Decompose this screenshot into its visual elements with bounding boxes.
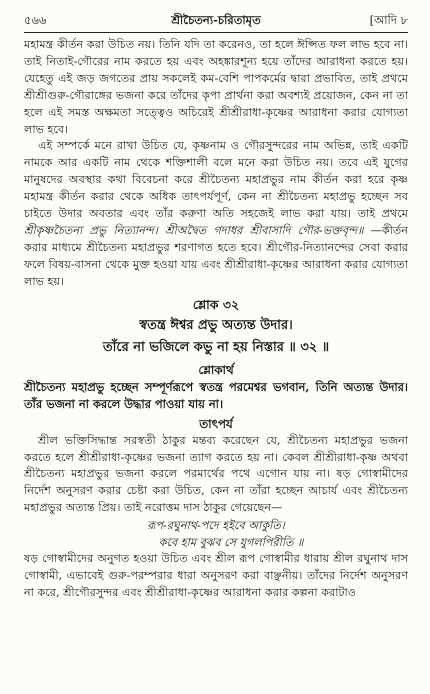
chapter-reference: [আদি ৮ <box>369 13 408 27</box>
running-title: শ্রীচৈতন্য-চরিতামৃত <box>171 13 261 27</box>
song-quote-line: রূপ-রঘুনাথ-পদে হইবে আকুতি। <box>147 519 285 533</box>
header-rule <box>24 32 408 33</box>
body-paragraph <box>24 138 408 290</box>
verse-line: তাঁরে না ভজিলে কভু না হয় নিস্তার ॥ ৩২ ॥ <box>102 339 330 355</box>
page-header <box>24 10 408 32</box>
purport-heading: তাৎপর্য <box>199 416 233 431</box>
purport-paragraph: শ্রীল ভক্তিসিদ্ধান্ত সরস্বতী ঠাকুর মন্তব্য করেছেন যে, শ্রীচৈতন্য মহাপ্রভুর ভজনা করতে হলে শ্রীশ্রীরাধা-কৃষ্ণের ভজনা ত্যাগ করতে হয় না। কেবল শ্রীশ্রীরাধা-কৃষ্ণ অথবা শ্রীচৈতন্য মহাপ্রভুর ভজনা করলে পরমার্থের পথে এগোন যায় না। ষড় গোস্বামীদের নির্দেশ অনুসরণ করার চেষ্টা করা উচিত, কেন না তাঁরা হচ্ছেন আচার্য এবং শ্রীচৈতন্য মহাপ্রভুর অত্যন্ত প্রিয়। তাই নরোত্তম দাস ঠাকুর গেয়েছেন— <box>24 433 408 515</box>
paragraph-text: —কীর্তন করার মাধ্যমে শ্রীচৈতন্য মহাপ্রভুর শরণাগত হতে হবে। শ্রীগৌর-নিত্যানন্দের সেবা করার ফলে বিষয়-বাসনা থেকে মুক্ত হওয়া যায় এবং শ্রীশ্রীরাধা-কৃষ্ণের আরাধনা করার যোগ্যতা লাভ হয়। <box>24 223 408 288</box>
song-quote-line: কবে হাম বুঝব সে যুগলপিরীতি ॥ <box>158 536 304 550</box>
translation-heading: শ্লোকার্থ <box>198 362 234 377</box>
italic-chant: শ্রীকৃষ্ণচৈতন্য প্রভু নিত্যানন্দ। শ্রীঅদ্বৈত গদাধর শ্রীবাসাদি গৌর-ভক্তবৃন্দ॥ <box>24 223 364 237</box>
translation-text: শ্রীচৈতন্য মহাপ্রভু হচ্ছেন সম্পূর্ণরূপে স্বতন্ত্র পরমেশ্বর ভগবান, তিনি অত্যন্ত উদার। তাঁর ভজনা না করলে উদ্ধার পাওয়া যায় না। <box>24 379 408 411</box>
purport-paragraph: ষড় গোস্বামীদের অনুগত হওয়া উচিত এবং শ্রীল রূপ গোস্বামীর ধারায় শ্রীল রঘুনাথ দাস গোস্বামী, এভাবেই গুরু-পরম্পরার ধারা অনুসরণ করা বাঞ্ছনীয়। তাঁদের নির্দেশ অনুসরণ না করে, শ্রীগৌরসুন্দর এবং শ্রীশ্রীরাধা-কৃষ্ণের আরাধনা করার কল্পনা করাটাও <box>24 552 408 599</box>
paragraph-text: এই সম্পর্কে মনে রাখা উচিত যে, কৃষ্ণনাম ও গৌরসুন্দরের নাম অভিন্ন, তাই একটি নামকে আর একটি নাম থেকে শক্তিশালী বলে মনে করা উচিত নয়। তবে এই যুগের মানুষদের অবস্থার কথা বিবেচনা করে শ্রীচৈতন্য মহাপ্রভুর নাম কীর্তন করা হরে কৃষ্ণ মহামন্ত্র কীর্তন করার থেকে অধিক তাৎপর্যপূর্ণ, কেন না শ্রীচৈতন্য মহাপ্রভু হচ্ছেন সব চাইতে উদার অবতার এবং তাঁর করুণা অতি সহজেই লাভ করা যায়। তাই প্রথমে <box>24 139 408 221</box>
body-paragraph: মহামন্ত্র কীর্তন করা উচিত নয়। তিনি যদি তা করেনও, তা হলে ঈপ্সিত ফল লাভ হবে না। তাই নিতাই-গৌরের নাম করতে হয় এবং অহঙ্কারশূন্য হয়ে তাঁদের আরাধনা করতে হয়। যেহেতু এই জড় জগতের প্রায় সকলেই কম-বেশি পাপকর্মের দ্বারা প্রভাবিত, তাই প্রথমে শ্রীশ্রীগুরু-গৌরাঙ্গের ভজনা করে তাঁদের কৃপা প্রার্থনা করা অবশ্যই প্রয়োজন, কেন না তা হলে এই সমস্ত অক্ষমতা সত্ত্বেও অচিরেই শ্রীশ্রীরাধা-কৃষ্ণের আরাধনা করার যোগ্যতা লাভ হবে। <box>24 38 408 136</box>
verse-line: স্বতন্ত্র ঈশ্বর প্রভু অত্যন্ত উদার। <box>139 317 293 333</box>
verse-number: শ্লোক ৩২ <box>192 296 240 312</box>
page-number: ৫৬৬ <box>24 13 47 27</box>
